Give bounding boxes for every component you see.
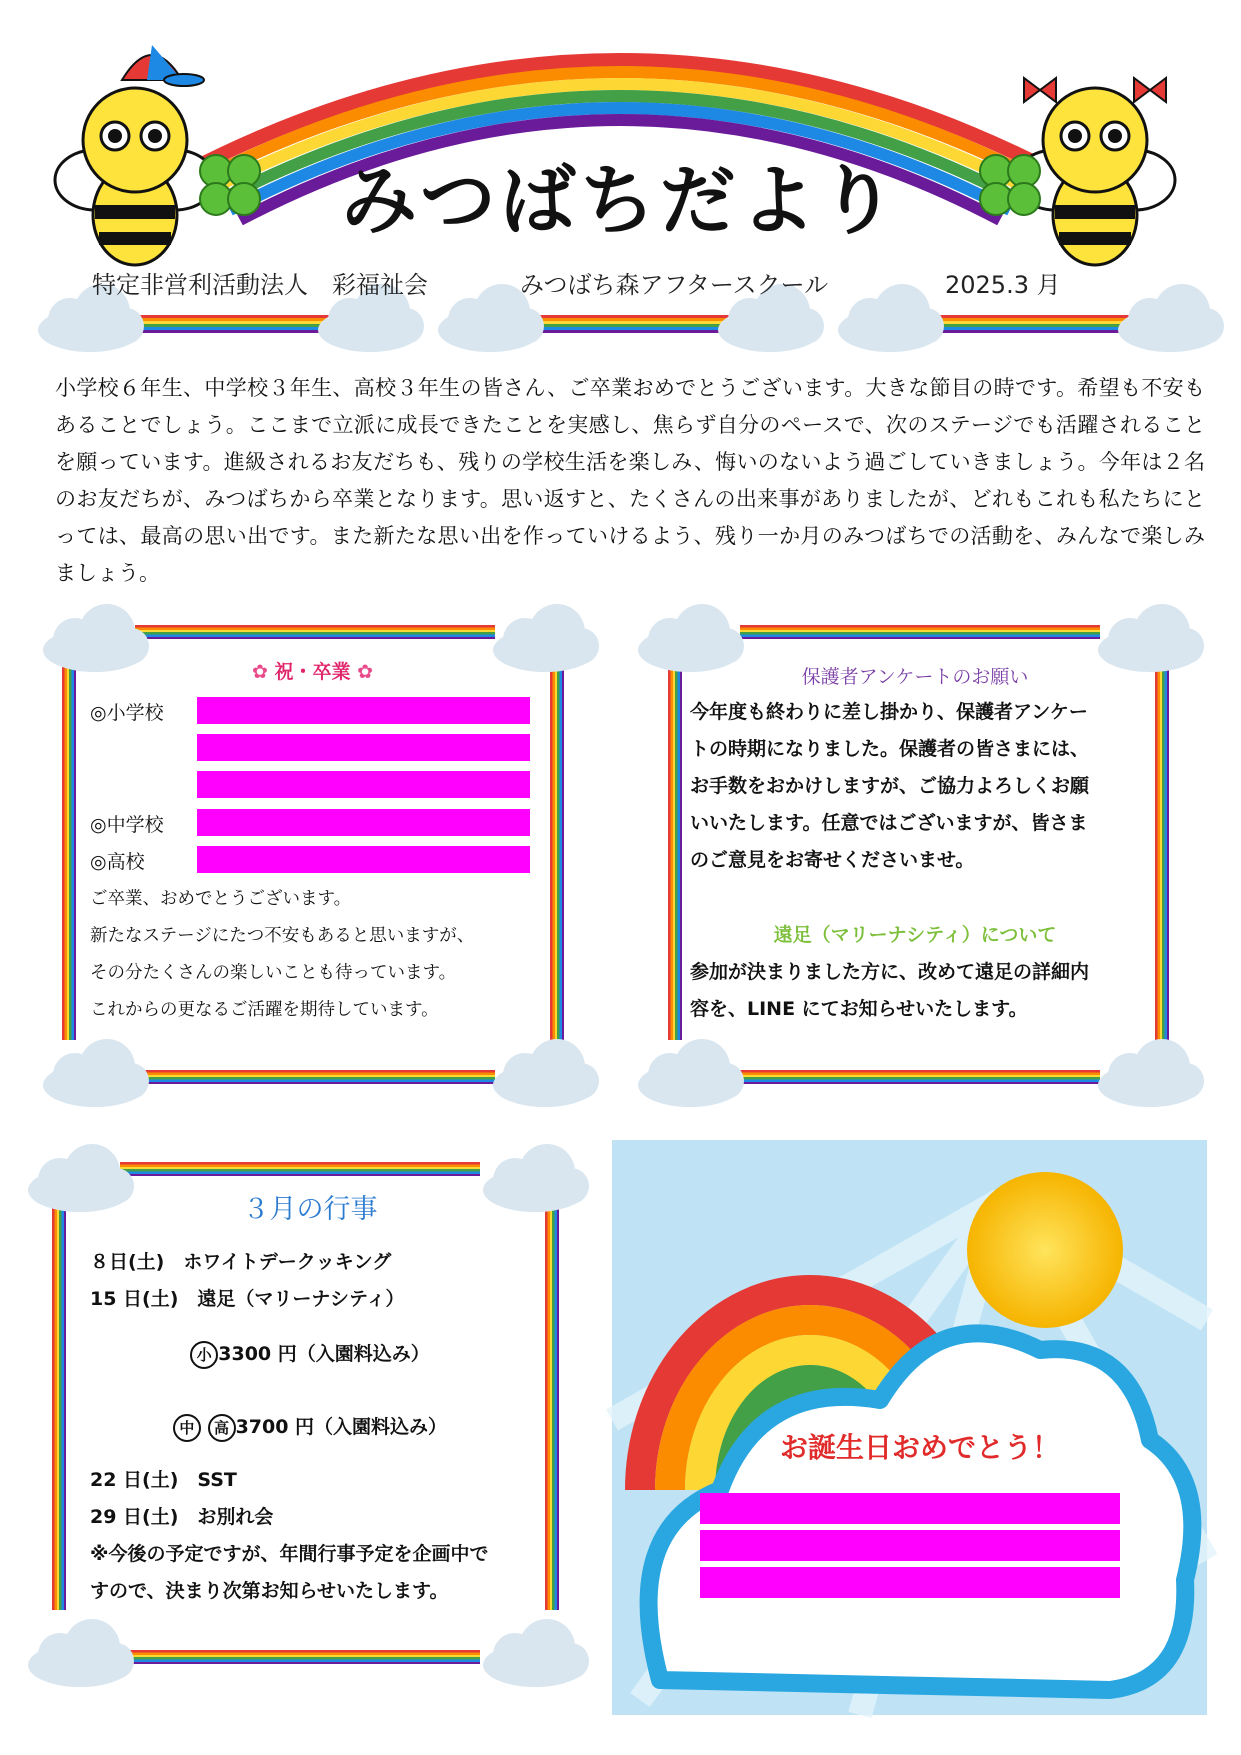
events-list — [90, 1244, 530, 1318]
redacted-name — [197, 734, 530, 761]
survey-line: トの時期になりました。保護者の皆さまには、 — [690, 738, 1090, 760]
trip-title: 遠足（マリーナシティ）について — [773, 924, 1057, 946]
message-line: これからの更なるご活躍を期待しています。 — [90, 1000, 439, 1020]
sakura-icon: ✿ — [357, 661, 374, 683]
cap — [122, 45, 204, 86]
graduation-title-row — [90, 655, 535, 689]
elementary-mark: 小 — [190, 1341, 218, 1369]
redacted-name — [197, 771, 530, 798]
birthday-title: お誕生日おめでとう！ — [779, 1431, 1060, 1464]
price-elementary-row — [90, 1336, 530, 1373]
graduation-box — [90, 655, 535, 1055]
redacted-name — [197, 809, 530, 836]
bow-right — [1134, 78, 1166, 102]
label-elementary: ◎小学校 — [90, 702, 164, 724]
events-note: ※今後の予定ですが、年間行事予定を企画中で — [90, 1543, 489, 1565]
survey-body — [690, 694, 1140, 879]
trip-line: 参加が決まりました方に、改めて遠足の詳細内 — [690, 961, 1090, 983]
trip-line: 容を、LINE にてお知らせいたします。 — [690, 998, 1028, 1020]
intro-paragraph: 小学校６年生、中学校３年生、高校３年生の皆さん、ご卒業おめでとうございます。大きな節目の時です。希望も不安もあることでしょう。ここまで立派に成長できたことを実感し、焦らず自分のペースで、次のステージでも活躍されることを願っています。進級されるお友だちも、残りの学校生活を楽しみ、悔いのないよう過ごしていきましょう。今年は２名のお友だちが、みつばちから卒業となります。思い返すと、たくさんの出来事がありましたが、どれもこれも私たちにとっては、最高の思い出です。また新たな思い出を作っていけるよう、残り一か月のみつばちでの活動を、みんなで楽しみましょう。 — [55, 376, 1205, 585]
survey-title: 保護者アンケートのお願い — [801, 666, 1029, 688]
survey-line: お手数をおかけしますが、ご協力よろしくお願 — [690, 775, 1090, 797]
redacted-birthday-name — [700, 1567, 1120, 1598]
redacted-birthday-name — [700, 1530, 1120, 1561]
page-title: みつばちだより — [341, 156, 900, 245]
bow-left — [1024, 78, 1056, 102]
event-item: 15 日(土) 遠足（マリーナシティ） — [90, 1288, 405, 1310]
message-line: その分たくさんの楽しいことも待っています。 — [90, 963, 457, 983]
graduation-message — [90, 881, 474, 1029]
organization-name: 特定非営利活動法人 彩福祉会 — [92, 271, 428, 299]
price-secondary: 3700 円（入園料込み） — [235, 1416, 448, 1438]
redacted-name — [197, 697, 530, 724]
events-title: ３月の行事 — [242, 1194, 378, 1225]
survey-box — [690, 660, 1140, 1060]
event-item: ８日(土) ホワイトデークッキング — [90, 1251, 392, 1273]
event-item: 29 日(土) お別れ会 — [90, 1506, 274, 1528]
school-name: みつばち森アフタースクール — [520, 271, 829, 299]
redacted-birthday-name — [700, 1493, 1120, 1524]
events-note: すので、決まり次第お知らせいたします。 — [90, 1580, 449, 1602]
graduation-title: 祝・卒業 — [274, 661, 351, 683]
redacted-name — [197, 846, 530, 873]
message-line: ご卒業、おめでとうございます。 — [90, 889, 352, 909]
trip-body — [690, 954, 1140, 1028]
survey-line: のご意見をお寄せくださいませ。 — [690, 849, 975, 871]
events-box — [90, 1190, 530, 1630]
label-junior-high: ◎中学校 — [90, 814, 164, 836]
label-high-school: ◎高校 — [90, 851, 145, 873]
price-elementary: 3300 円（入園料込み） — [218, 1343, 430, 1365]
event-item: 22 日(土) SST — [90, 1469, 237, 1491]
price-secondary-row — [90, 1409, 530, 1446]
sakura-icon: ✿ — [251, 661, 268, 683]
junior-high-mark: 中 — [173, 1414, 201, 1442]
message-line: 新たなステージにたつ不安もあると思いますが、 — [90, 926, 475, 946]
issue-date: 2025.3 月 — [945, 271, 1061, 299]
survey-line: いいたします。任意ではございますが、皆さま — [690, 812, 1088, 834]
events-list-2 — [90, 1462, 530, 1610]
high-school-mark: 高 — [208, 1414, 236, 1442]
survey-line: 今年度も終わりに差し掛かり、保護者アンケー — [690, 701, 1088, 723]
